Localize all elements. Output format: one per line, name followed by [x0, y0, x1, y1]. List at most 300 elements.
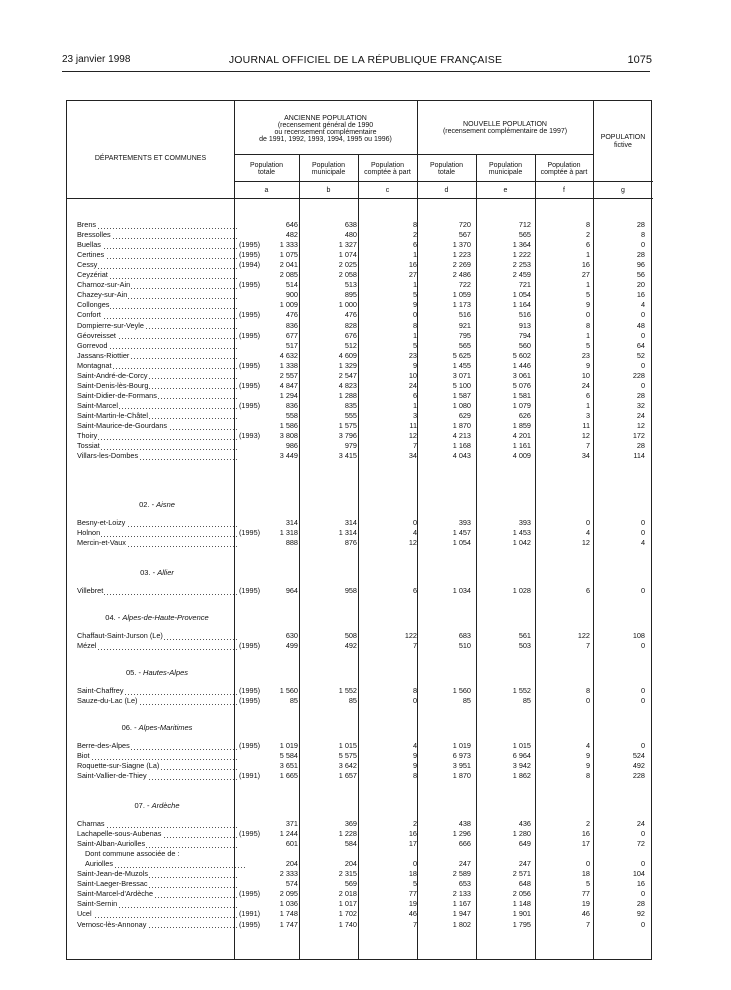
pop-g: 52: [636, 350, 645, 360]
pop-e: 1 042: [512, 538, 531, 548]
table-row: [67, 869, 653, 879]
pop-a: 2 095: [279, 889, 298, 899]
commune-label: Lachapelle-sous-Aubenas: [77, 829, 162, 839]
commune-label: Saint-André-de-Corcy: [77, 370, 148, 380]
commune-label: Saint-Martin-le-Châtel: [77, 410, 148, 420]
pop-e: 565: [518, 230, 531, 240]
pop-f: 2: [585, 819, 590, 828]
pop-a: 3 651: [279, 761, 298, 771]
pop-f: 7: [585, 919, 590, 929]
pop-f: 122: [577, 631, 590, 640]
pop-g: 28: [636, 390, 645, 400]
pop-g: 0: [640, 829, 645, 839]
table-row: [67, 859, 653, 869]
pop-e: 649: [518, 839, 531, 849]
pop-g: 28: [636, 441, 645, 451]
table-row: [67, 839, 653, 849]
pop-f: 1: [585, 400, 590, 410]
pop-e: 2 253: [512, 260, 531, 270]
col-letter-a: a: [264, 187, 269, 194]
pop-f: 2: [585, 230, 590, 240]
pop-d: 666: [458, 839, 471, 849]
pop-c: 19: [408, 899, 417, 909]
pop-b: 569: [344, 879, 357, 889]
pop-c: 11: [409, 421, 417, 430]
census-year: (1993): [239, 431, 261, 441]
pop-d: 5 625: [452, 350, 471, 360]
pop-b: 1 228: [338, 829, 357, 839]
pop-e: 648: [518, 879, 531, 889]
pop-e: 1 079: [512, 400, 531, 410]
pop-g: 0: [640, 859, 645, 869]
pop-e: 560: [518, 340, 531, 350]
census-year: (1994): [239, 260, 261, 270]
col-header-f: comptée à part: [540, 169, 588, 176]
commune-name: [77, 829, 237, 839]
commune-label: Saint-Marcel: [77, 400, 118, 410]
census-year: (1995): [239, 240, 261, 250]
pop-g: 0: [640, 240, 645, 250]
pop-f: 16: [581, 260, 590, 270]
pop-a: 1 333: [279, 240, 298, 250]
table-row: [67, 889, 653, 899]
commune-name: [77, 889, 237, 899]
table-row: [67, 771, 653, 781]
pop-b: 513: [344, 280, 357, 290]
census-year: (1995): [239, 250, 261, 260]
pop-e: 712: [518, 220, 531, 229]
pop-e: 1 054: [512, 290, 531, 300]
pop-d: 1 167: [452, 899, 471, 909]
commune-label: Collonges: [77, 300, 110, 310]
pop-b: 1 000: [338, 300, 357, 310]
table-row: [67, 819, 653, 829]
pop-g: 64: [636, 340, 645, 350]
commune-name: [77, 869, 237, 879]
pop-e: 393: [518, 518, 531, 527]
table-row: [67, 920, 653, 930]
pop-g: 0: [640, 919, 645, 929]
pop-a: 2 333: [279, 869, 298, 879]
pop-a: 2 557: [279, 370, 298, 380]
pop-b: 1 740: [338, 919, 357, 929]
pop-a: 964: [285, 586, 298, 595]
commune-label: Roquette-sur-Siagne (La): [77, 761, 160, 771]
pop-e: 2 459: [512, 270, 531, 280]
pop-b: 638: [344, 220, 357, 229]
table-row: [67, 849, 653, 859]
pop-g: 0: [640, 518, 645, 527]
page-number: 1075: [627, 54, 652, 66]
pop-e: 1 148: [512, 899, 531, 909]
pop-c: 9: [412, 360, 417, 370]
table-body: [67, 101, 653, 961]
pop-e: 1 164: [512, 300, 531, 310]
pop-d: 1 223: [452, 250, 471, 260]
commune-name: [77, 220, 237, 230]
ancienne-population-note: ou recensement complémentaire: [274, 129, 377, 136]
pop-a: 836: [285, 400, 298, 410]
pop-f: 5: [585, 879, 590, 889]
pop-g: 108: [632, 631, 645, 640]
pop-b: 1 575: [338, 421, 357, 430]
pop-b: 508: [344, 631, 357, 640]
pop-g: 492: [632, 761, 645, 771]
pop-c: 1: [412, 280, 417, 290]
commune-name: [77, 240, 237, 250]
pop-e: 85: [522, 696, 531, 706]
pop-d: 722: [458, 280, 471, 290]
pop-b: 4 609: [338, 350, 357, 360]
table-row: [67, 696, 653, 706]
commune-label: Mercin-et-Vaux: [77, 538, 126, 548]
pop-g: 0: [640, 586, 645, 595]
pop-b: 2 547: [338, 370, 357, 380]
pop-a: 371: [285, 819, 298, 828]
pop-f: 3: [585, 410, 590, 420]
table-row: [67, 401, 653, 411]
col-header-e: Population: [488, 162, 523, 169]
pop-d: 516: [458, 310, 471, 320]
commune-name: [77, 441, 237, 451]
department-name: Alpes-de-Haute-Provence: [122, 613, 209, 622]
commune-name: [77, 381, 237, 391]
ancienne-population-note: de 1991, 1992, 1993, 1994, 1995 ou 1996): [259, 136, 392, 143]
pop-a: 514: [285, 280, 298, 290]
pop-e: 1 453: [512, 528, 531, 538]
pop-d: 720: [458, 220, 471, 229]
census-year: (1995): [239, 686, 261, 695]
pop-e: 626: [518, 410, 531, 420]
pop-f: 6: [585, 240, 590, 250]
pop-e: 2 056: [512, 889, 531, 899]
department-number: 05. -: [125, 668, 144, 677]
census-year: (1995): [239, 741, 261, 750]
table-row: [67, 270, 653, 280]
commune-label: Saint-Alban-Auriolles: [77, 839, 146, 849]
pop-f: 0: [585, 310, 590, 320]
commune-name: [77, 341, 237, 351]
table-row: [67, 586, 653, 596]
pop-f: 1: [585, 250, 590, 260]
census-year: (1991): [239, 771, 261, 781]
pop-a: 1 019: [279, 741, 298, 750]
commune-label: Gorrevod: [77, 340, 108, 350]
pop-e: 4 201: [512, 431, 531, 441]
pop-e: 1 795: [512, 919, 531, 929]
commune-name: [77, 819, 237, 829]
pop-b: 1 552: [338, 686, 357, 695]
pop-f: 9: [585, 360, 590, 370]
pop-c: 9: [412, 751, 417, 761]
commune-label: Saint-Didier-de-Formans: [77, 390, 157, 400]
pop-g: 24: [636, 819, 645, 828]
pop-a: 1 748: [279, 909, 298, 919]
table-row: [67, 741, 653, 751]
pop-g: 0: [640, 889, 645, 899]
col-letter-f: f: [563, 187, 565, 194]
pop-c: 0: [412, 518, 417, 527]
commune-label: Sauze-du-Lac (Le): [77, 696, 138, 706]
department-number: 02. -: [139, 500, 157, 509]
pop-f: 9: [585, 300, 590, 310]
pop-c: 0: [412, 859, 417, 869]
pop-e: 516: [518, 310, 531, 320]
commune-name: [77, 351, 237, 361]
pop-e: 3 942: [512, 761, 531, 771]
pop-b: 895: [344, 290, 357, 300]
commune-label: Saint-Laeger-Bressac: [77, 879, 148, 889]
commune-name: [77, 300, 237, 310]
pop-g: 24: [636, 410, 645, 420]
department-name: Alpes-Maritimes: [138, 723, 193, 732]
commune-label: Holnon: [77, 528, 101, 538]
col-letter-d: d: [444, 187, 449, 194]
commune-name: [77, 751, 237, 761]
pop-a: 558: [285, 410, 298, 420]
commune-label: Jassans-Riottier: [77, 350, 130, 360]
commune-name: [77, 270, 237, 280]
census-year: (1995): [239, 280, 261, 290]
pop-d: 565: [458, 340, 471, 350]
pop-f: 34: [581, 451, 590, 461]
table-row: [67, 631, 653, 641]
ancienne-population-note: (recensement général de 1990: [277, 122, 374, 129]
pop-a: 900: [285, 290, 298, 300]
commune-label: Saint-Jean-de-Muzols: [77, 869, 148, 879]
pop-g: 56: [636, 270, 645, 280]
commune-label: Vernosc-lès-Annonay: [77, 919, 147, 929]
pop-g: 0: [640, 696, 645, 706]
pop-b: 3 796: [338, 431, 357, 441]
pop-e: 913: [518, 320, 531, 330]
pop-d: 1 587: [452, 390, 471, 400]
pop-e: 1 859: [512, 421, 531, 430]
pop-e: 5 602: [512, 350, 531, 360]
pop-d: 3 071: [452, 370, 471, 380]
table-row: [67, 451, 653, 461]
pop-b: 828: [344, 320, 357, 330]
census-year: (1995): [239, 829, 261, 839]
commune-label: Dompierre-sur-Veyle: [77, 320, 144, 330]
pop-a: 1 318: [279, 528, 298, 538]
table-row: [67, 441, 653, 451]
commune-label: Chazey-sur-Ain: [77, 290, 128, 300]
commune-name: [77, 899, 237, 909]
department-heading: [67, 500, 247, 510]
pop-f: 12: [581, 538, 590, 548]
pop-d: 2 589: [452, 869, 471, 879]
commune-label: Auriolles: [85, 859, 113, 869]
pop-b: 476: [344, 310, 357, 320]
pop-c: 0: [412, 696, 417, 706]
commune-label: Villebret: [77, 586, 104, 595]
commune-name: [77, 686, 237, 696]
pop-g: 524: [632, 751, 645, 761]
pop-d: 1 296: [452, 829, 471, 839]
table-row: [67, 518, 653, 528]
pop-d: 4 213: [452, 431, 471, 441]
pop-b: 1 074: [338, 250, 357, 260]
pop-b: 4 823: [338, 380, 357, 390]
col-header-e: municipale: [488, 169, 523, 176]
pop-g: 0: [640, 741, 645, 750]
pop-a: 986: [285, 441, 298, 451]
pop-a: 574: [285, 879, 298, 889]
pop-a: 630: [285, 631, 298, 640]
pop-f: 23: [581, 350, 590, 360]
pop-c: 7: [412, 919, 417, 929]
department-number: 06. -: [121, 723, 139, 732]
commune-label: Montagnat: [77, 360, 112, 370]
pop-b: 512: [344, 340, 357, 350]
pop-a: 836: [285, 320, 298, 330]
pop-g: 32: [636, 400, 645, 410]
table-row: [67, 421, 653, 431]
pop-g: 114: [633, 451, 645, 461]
pop-d: 1 054: [452, 538, 471, 548]
pop-d: 1 173: [452, 300, 471, 310]
commune-label: Géovreisset: [77, 330, 116, 340]
pop-g: 0: [640, 686, 645, 695]
pop-c: 2: [412, 230, 417, 240]
pop-a: 517: [285, 340, 298, 350]
pop-b: 555: [344, 410, 357, 420]
pop-a: 1 244: [279, 829, 298, 839]
commune-label: Cessy: [77, 260, 98, 270]
pop-f: 7: [585, 441, 590, 451]
pop-d: 1 019: [452, 741, 471, 750]
pop-c: 5: [412, 879, 417, 889]
pop-a: 601: [285, 839, 298, 849]
census-year: (1995): [239, 310, 261, 320]
col-letter-c: c: [385, 187, 390, 194]
commune-label: Tossiat: [77, 441, 100, 451]
fictive-population-title: POPULATION: [600, 134, 646, 141]
pop-a: 4 632: [279, 350, 298, 360]
col-header-b: municipale: [311, 169, 346, 176]
pop-d: 6 973: [452, 751, 471, 761]
commune-name: [77, 310, 237, 320]
commune-name: [77, 771, 237, 781]
table-row: [67, 751, 653, 761]
commune-name: [77, 431, 237, 441]
commune-name: [77, 391, 237, 401]
pop-a: 1 338: [279, 360, 298, 370]
ancienne-population-title: ANCIENNE POPULATION: [284, 115, 367, 122]
pop-e: 1 028: [512, 586, 531, 595]
col-header-d: Population: [429, 162, 464, 169]
table-row: [67, 528, 653, 538]
col-header-communes: DÉPARTEMENTS ET COMMUNES: [94, 155, 207, 162]
table-row: [67, 220, 653, 230]
col-header-d: totale: [437, 169, 456, 176]
pop-e: 1 280: [512, 829, 531, 839]
pop-g: 8: [640, 230, 645, 240]
pop-d: 567: [458, 230, 471, 240]
pop-e: 561: [518, 631, 531, 640]
pop-c: 4: [412, 528, 417, 538]
table-row: [67, 686, 653, 696]
table-row: [67, 761, 653, 771]
pop-b: 876: [344, 538, 357, 548]
pop-e: 1 901: [512, 909, 531, 919]
commune-label: Saint-Maurice-de-Gourdans: [77, 421, 168, 430]
pop-c: 8: [412, 220, 417, 229]
pop-f: 4: [585, 528, 590, 538]
table-row: [67, 321, 653, 331]
page-header-date: 23 janvier 1998: [62, 54, 131, 65]
table-row: [67, 391, 653, 401]
pop-b: 1 017: [338, 899, 357, 909]
commune-label: Berre-des-Alpes: [77, 741, 130, 750]
pop-f: 0: [585, 859, 590, 869]
pop-a: 1 075: [279, 250, 298, 260]
pop-b: 979: [344, 441, 357, 451]
commune-label: Charnas: [77, 819, 105, 828]
pop-c: 8: [412, 771, 417, 781]
commune-name: [77, 371, 237, 381]
commune-name: [77, 528, 237, 538]
commune-name: [77, 631, 237, 641]
pop-a: 314: [285, 518, 298, 527]
nouvelle-population-title: NOUVELLE POPULATION: [463, 121, 547, 128]
pop-f: 16: [581, 829, 590, 839]
pop-g: 172: [632, 431, 645, 441]
pop-d: 1 059: [452, 290, 471, 300]
pop-a: 1 747: [279, 919, 298, 929]
commune-name: [77, 411, 237, 421]
pop-e: 1 364: [512, 240, 531, 250]
pop-g: 228: [632, 370, 645, 380]
pop-b: 1 327: [338, 240, 357, 250]
census-year: (1995): [239, 641, 261, 651]
pop-f: 9: [585, 761, 590, 771]
pop-f: 4: [585, 741, 590, 750]
pop-g: 0: [640, 528, 645, 538]
pop-d: 1 560: [452, 686, 471, 695]
pop-b: 958: [344, 586, 357, 595]
pop-g: 0: [640, 360, 645, 370]
pop-a: 646: [285, 220, 298, 229]
pop-c: 12: [408, 431, 417, 441]
pop-d: 1 370: [452, 240, 471, 250]
pop-d: 1 080: [452, 400, 471, 410]
col-letter-e: e: [503, 187, 508, 194]
pop-f: 0: [585, 518, 590, 527]
pop-f: 7: [585, 641, 590, 651]
header-rule: [62, 71, 650, 72]
table-row: [67, 829, 653, 839]
pop-d: 1 947: [452, 909, 471, 919]
department-heading: [67, 568, 247, 578]
pop-d: 1 802: [452, 919, 471, 929]
pop-c: 5: [412, 340, 417, 350]
department-name: Ardèche: [151, 801, 180, 810]
fictive-population-title: fictive: [614, 142, 632, 149]
pop-g: 228: [632, 771, 645, 781]
pop-e: 436: [518, 819, 531, 828]
pop-a: 499: [285, 641, 298, 651]
pop-e: 1 552: [512, 686, 531, 695]
pop-g: 28: [636, 220, 645, 229]
col-header-c: comptée à part: [364, 169, 411, 176]
department-name: Allier: [157, 568, 174, 577]
pop-e: 6 964: [512, 751, 531, 761]
pop-a: 1 586: [279, 421, 298, 430]
pop-d: 1 168: [452, 441, 471, 451]
pop-f: 27: [581, 270, 590, 280]
